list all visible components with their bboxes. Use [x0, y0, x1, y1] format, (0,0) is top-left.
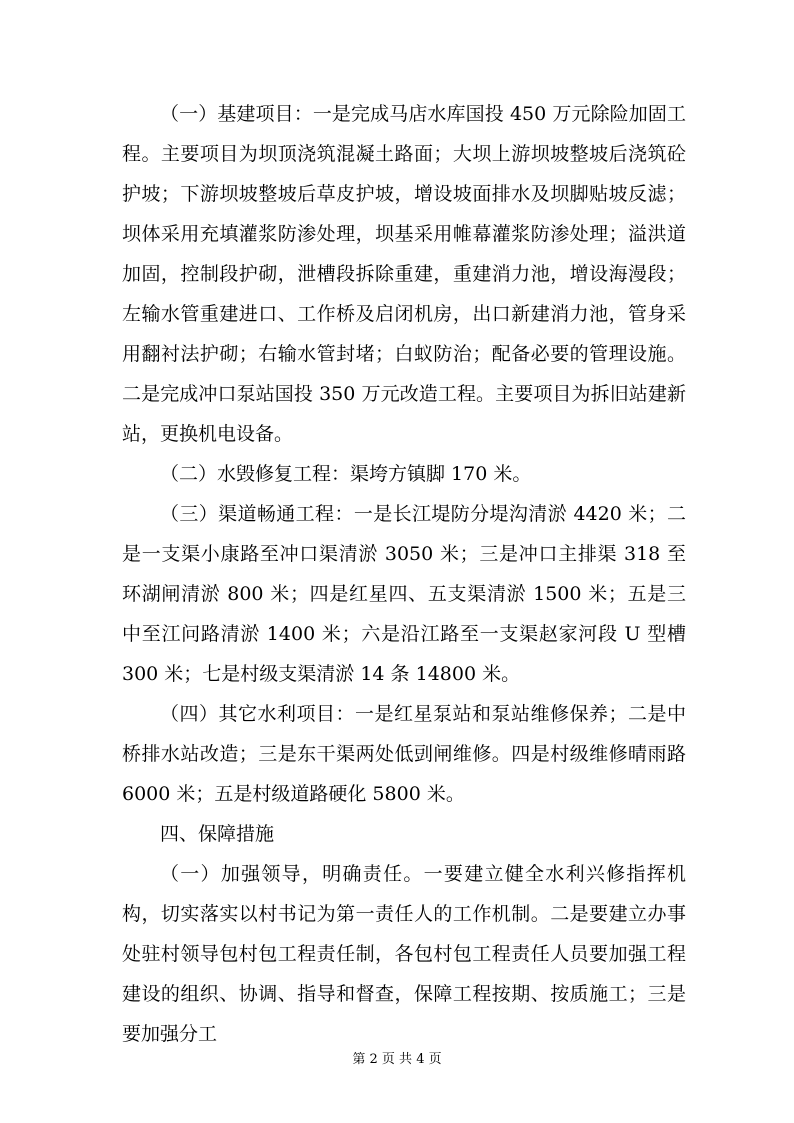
paragraph-channel-dredging: （三）渠道畅通工程：一是长江堤防分堤沟清淤 4420 米；二是一支渠小康路至冲口渠清淤 3050 米；三是冲口主排渠 318 至环湖闸清淤 800 米；四是红星四、五支渠清淤 1500 米；五是三中至江问路清淤 1400 米；六是沿江路至一支渠赵家河段 U 型槽 300 米；七是村级支渠清淤 14 条 14800 米。 [122, 503, 686, 685]
paragraph-flood-damage-repair: （二）水毁修复工程：渠垮方镇脚 170 米。 [160, 463, 532, 485]
page-number: 第 2 页 共 4 页 [352, 1052, 442, 1067]
document-body [122, 94, 686, 1054]
paragraph-infrastructure-projects: （一）基建项目：一是完成马店水库国投 450 万元除险加固工程。主要项目为坝顶浇筑混凝土路面；大坝上游坝坡整坡后浇筑砼护坡；下游坝坡整坡后草皮护坡，增设坡面排水及坝脚贴坡反滤；坝体采用充填灌浆防渗处理，坝基采用帷幕灌浆防渗处理；溢洪道加固，控制段护砌，泄槽段拆除重建，重建消力池，增设海漫段；左输水管重建进口、工作桥及启闭机房，出口新建消力池，管身采用翻衬法护砌；右输水管封堵；白蚁防治；配备必要的管理设施。二是完成冲口泵站国投 350 万元改造工程。主要项目为拆旧站建新站，更换机电设备。 [122, 103, 686, 445]
section-heading-safeguards: 四、保障措施 [160, 823, 275, 845]
page-footer [0, 1052, 794, 1068]
paragraph-leadership-responsibility: （一）加强领导，明确责任。一要建立健全水利兴修指挥机构，切实落实以村书记为第一责任人的工作机制。二是要建立办事处驻村领导包村包工程责任制，各包村包工程责任人员要加强工程建设的组织、协调、指导和督查，保障工程按期、按质施工；三是要加强分工 [122, 863, 686, 1045]
paragraph-other-water-projects: （四）其它水利项目：一是红星泵站和泵站维修保养；二是中桥排水站改造；三是东干渠两处低剅闸维修。四是村级维修晴雨路 6000 米；五是村级道路硬化 5800 米。 [122, 703, 686, 805]
